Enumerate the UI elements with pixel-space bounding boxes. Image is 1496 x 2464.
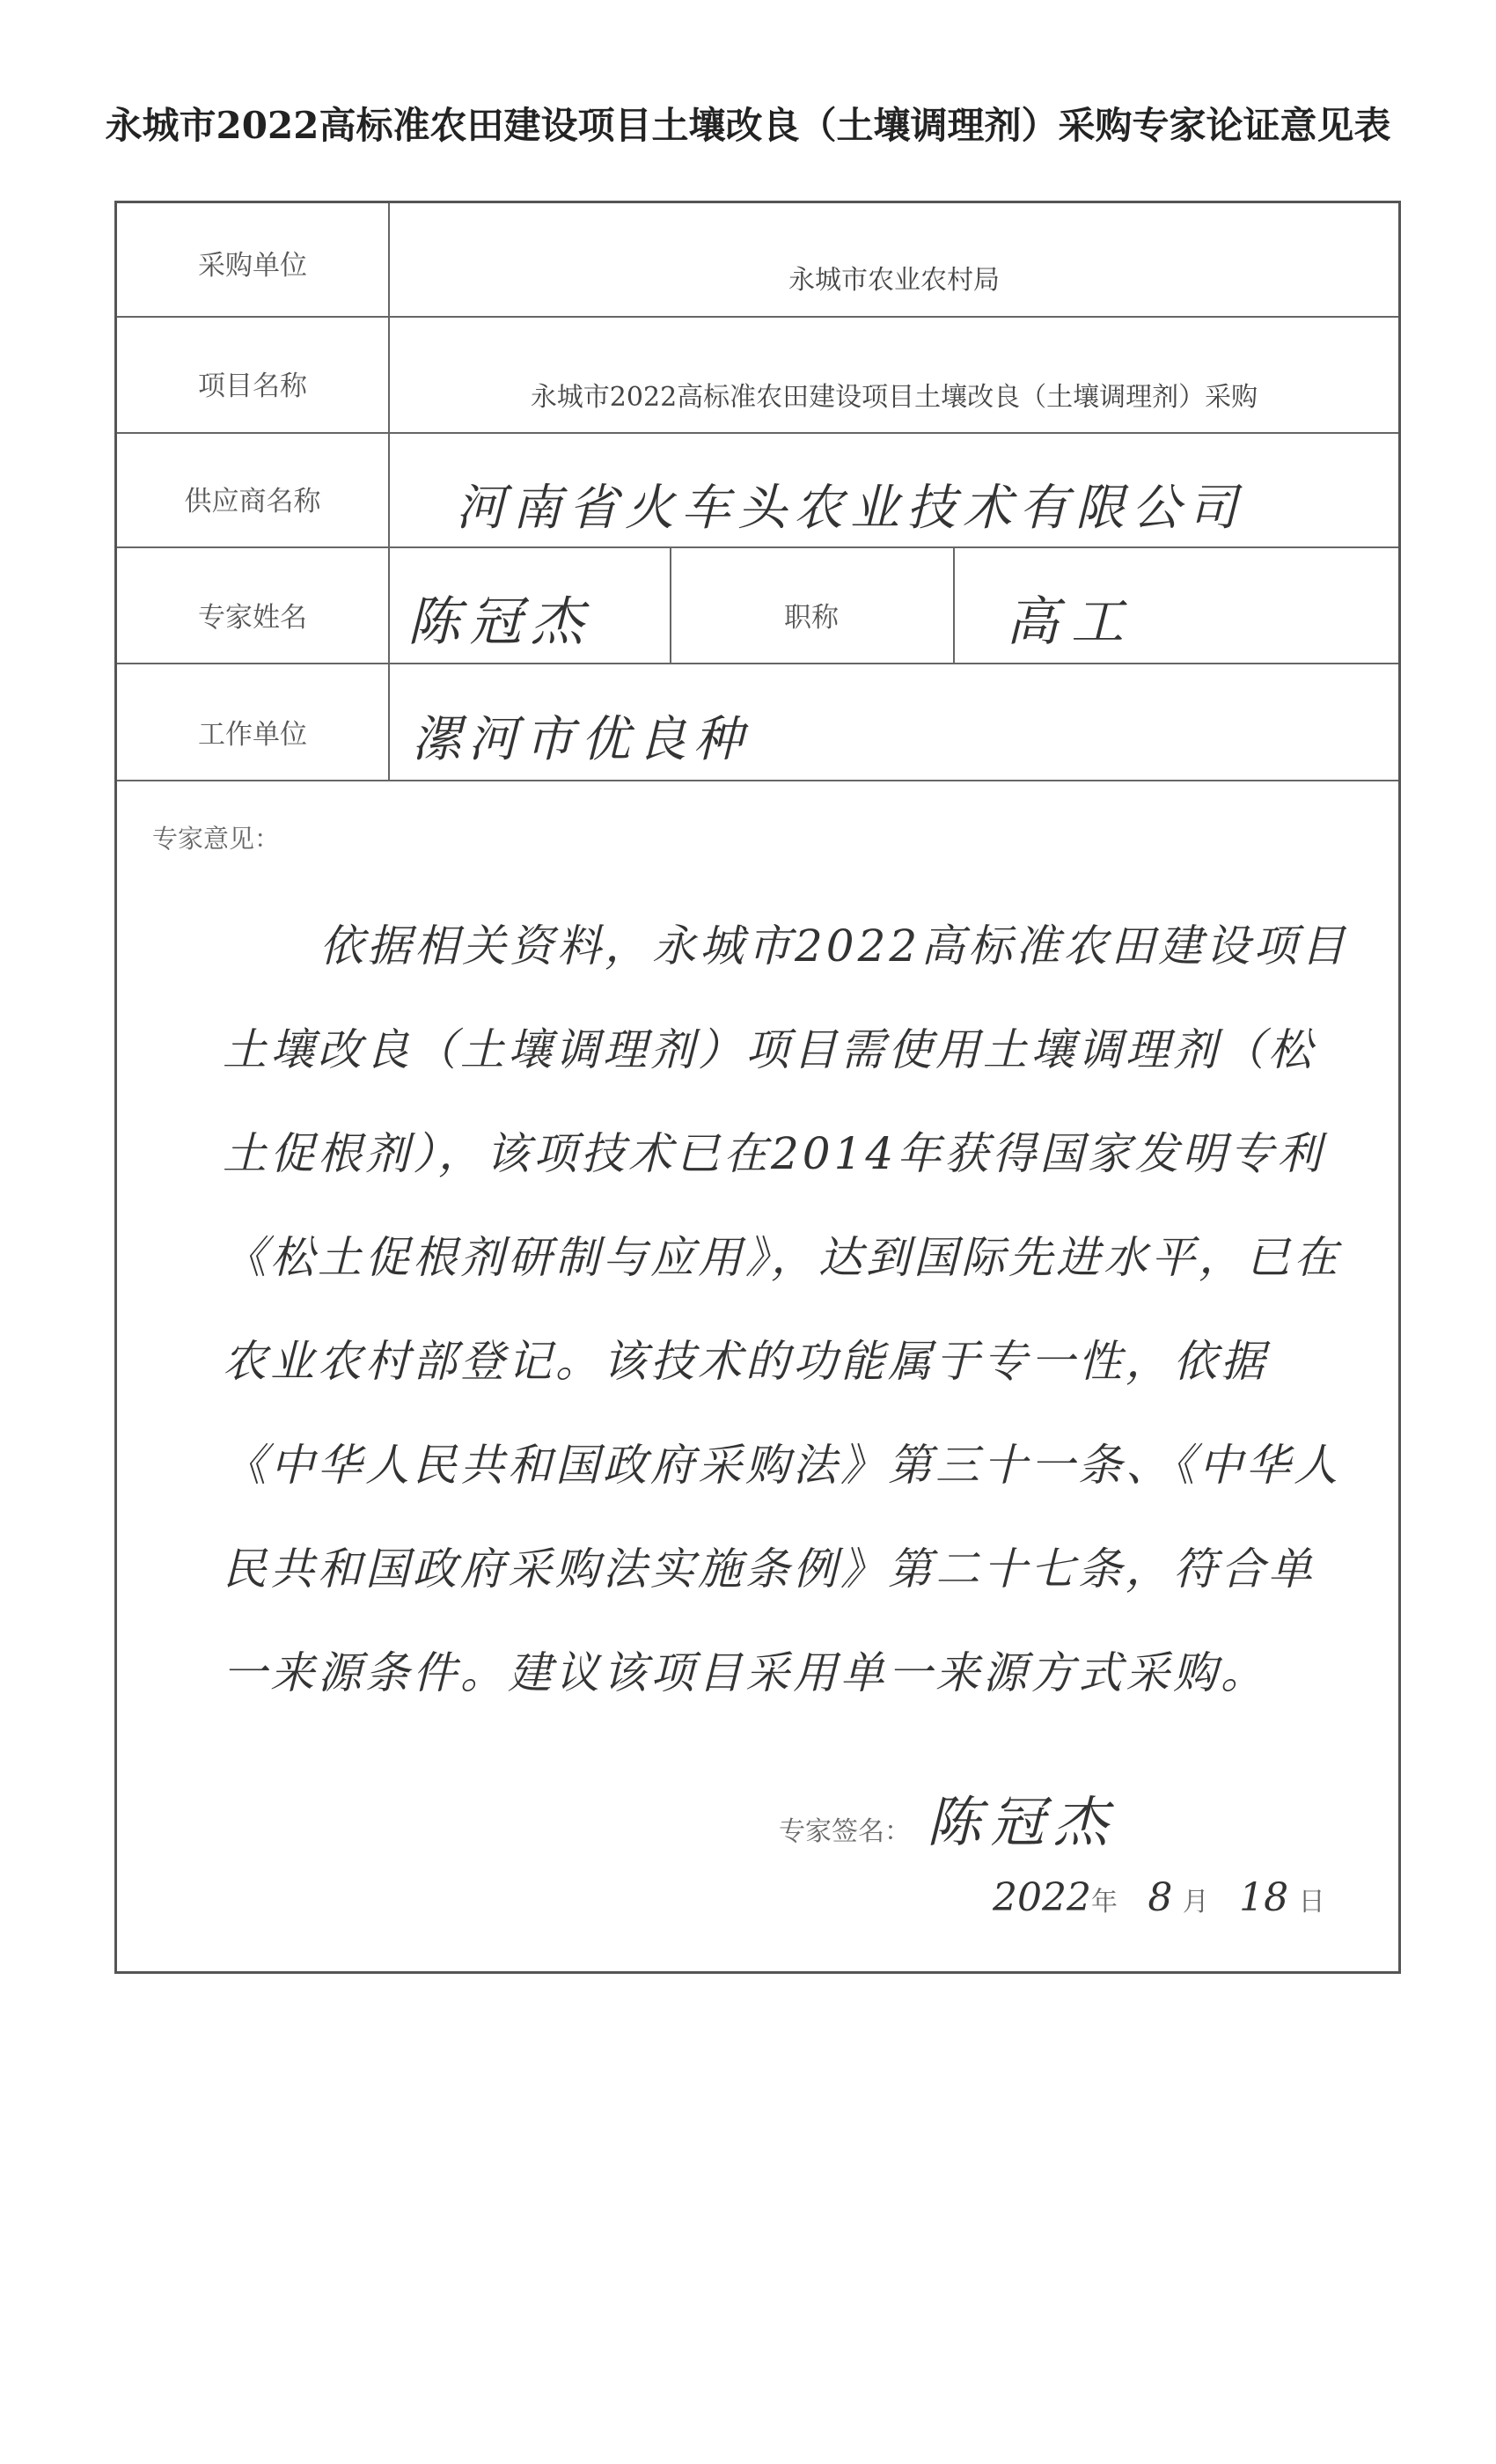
workplace-label: 工作单位 [198, 719, 307, 751]
project-label: 项目名称 [198, 370, 307, 402]
date-month-unit: 月 [1182, 1887, 1209, 1918]
title-label: 职称 [784, 602, 839, 634]
row-divider [117, 316, 1398, 318]
date-year-unit: 年 [1090, 1887, 1118, 1918]
date-day: 18 [1239, 1875, 1289, 1920]
opinion-label: 专家意见： [152, 824, 281, 854]
signature-label: 专家签名： [779, 1816, 911, 1847]
expert-name-label: 专家姓名 [198, 602, 307, 634]
row-divider [117, 780, 1398, 781]
date-day-unit: 日 [1298, 1887, 1325, 1918]
project-value: 永城市2022高标准农田建设项目土壤改良（土壤调理剂）采购 [530, 382, 1258, 413]
date-month: 8 [1148, 1875, 1173, 1920]
purchaser-label: 采购单位 [198, 250, 307, 282]
signature-date [993, 1875, 1325, 1920]
supplier-label: 供应商名称 [184, 486, 321, 517]
date-year: 2022 [993, 1875, 1091, 1920]
row-divider [117, 432, 1398, 434]
row-divider [117, 546, 1398, 548]
column-divider [953, 546, 955, 663]
title-value: 高工 [1006, 591, 1136, 653]
supplier-value: 河南省火车头农业技术有限公司 [456, 480, 1244, 537]
workplace-value: 漯河市优良种 [412, 711, 750, 768]
document-title: 永城市2022高标准农田建设项目土壤改良（土壤调理剂）采购专家论证意见表 [105, 104, 1391, 147]
expert-name-value: 陈冠杰 [407, 591, 592, 653]
expert-opinion-form [114, 201, 1401, 1974]
row-divider [117, 663, 1398, 664]
purchaser-value: 永城市农业农村局 [788, 265, 1000, 296]
opinion-text: 依据相关资料，永城市2022高标准农田建设项目土壤改良（土壤调理剂）项目需使用土壤调理剂（松土促根剂），该项技术已在2014年获得国家发明专利《松土促根剂研制与应用》，达到国际先进水平，已在农业农村部登记。该技术的功能属于专一性，依据《中华人民共和国政府采购法》第三十一条、《中华人民共和国政府采购法实施条例》第二十七条，符合单一来源条件。建议该项目采用单一来源方式采购。 [223, 920, 1349, 1698]
signature-handwritten: 陈冠杰 [927, 1790, 1118, 1854]
